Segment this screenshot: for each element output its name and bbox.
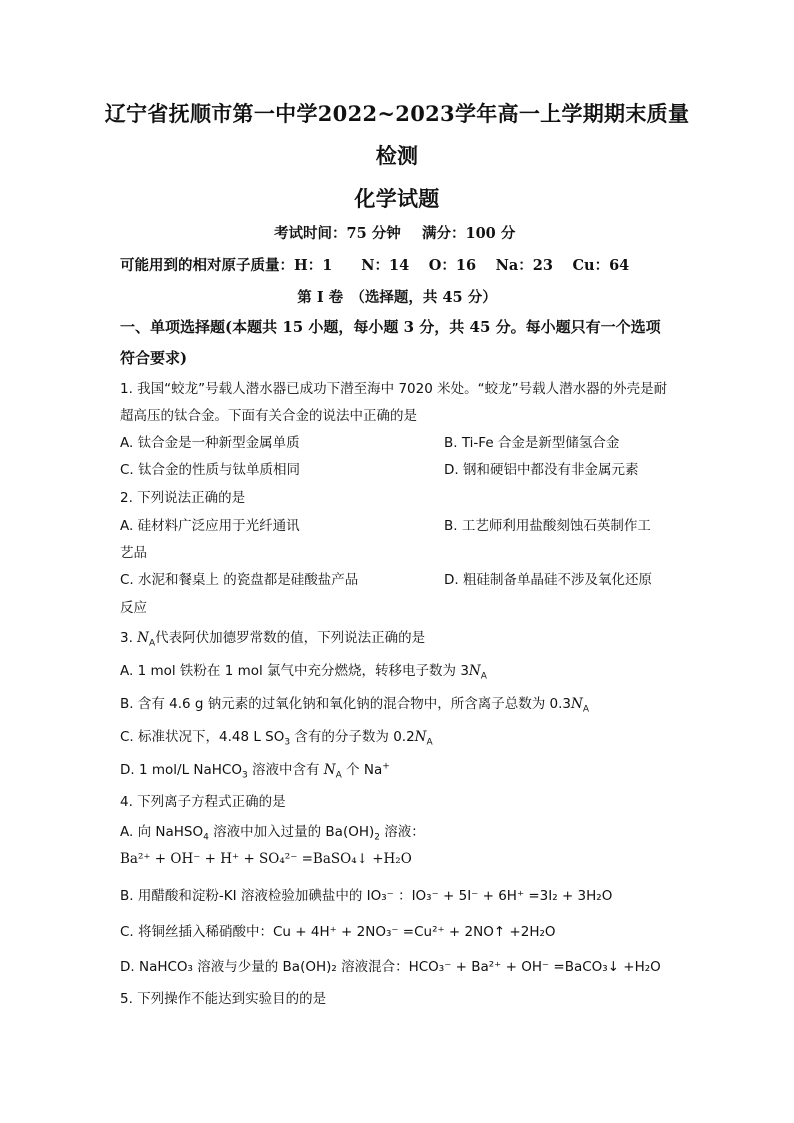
q1-option-c: C. 钛合金的性质与钛单质相同 xyxy=(120,462,301,478)
q2-option-b: B. 工艺师利用盐酸刻蚀石英制作工 xyxy=(444,518,651,534)
volume-heading: 第 I 卷 （选择题，共 45 分） xyxy=(297,289,497,306)
q1-option-d: D. 钢和硬铝中都没有非金属元素 xyxy=(444,462,639,478)
q2-option-a: A. 硅材料广泛应用于光纤通讯 xyxy=(120,518,300,534)
q2-option-d: D. 粗硅制备单晶硅不涉及氧化还原 xyxy=(444,572,652,588)
q1-option-a: A. 钛合金是一种新型金属单质 xyxy=(120,435,300,451)
exam-title-line1: 辽宁省抚顺市第一中学2022~2023学年高一上学期期末质量 xyxy=(104,101,690,126)
q1-stem-line2: 超高压的钛合金。下面有关合金的说法中正确的是 xyxy=(120,408,417,424)
q2-stem: 2. 下列说法正确的是 xyxy=(120,490,246,506)
q2-option-b-cont: 艺品 xyxy=(120,545,147,561)
q4-option-c: C. 将铜丝插入稀硝酸中：Cu + 4H⁺ + 2NO₃⁻ =Cu²⁺ + 2NO↑ +2H₂O xyxy=(120,924,556,940)
q5-stem: 5. 下列操作不能达到实验目的的是 xyxy=(120,991,327,1007)
full-score: 满分：100 分 xyxy=(422,225,516,242)
q3-option-b: B. 含有 4.6 g 钠元素的过氧化钠和氧化钠的混合物中，所含离子总数为 $0.3N_A$ xyxy=(120,696,590,715)
atomic-mass-info: 可能用到的相对原子质量：H：1 N：14 O：16 Na：23 Cu：64 xyxy=(120,257,630,274)
q2-option-d-cont: 反应 xyxy=(120,600,147,616)
section1-heading-line2: 符合要求) xyxy=(120,349,188,367)
q3-option-d: D. 1 mol/L NaHCO$_3$ 溶液中含有 $N_A$ 个 Na+ xyxy=(120,761,390,781)
exam-time: 考试时间：75 分钟 xyxy=(274,225,401,242)
q1-stem-line1: 1. 我国“蛟龙”号载人潜水器已成功下潜至海中 7020 米处。“蛟龙”号载人潜水器的外壳是耐 xyxy=(120,381,668,397)
q3-option-a: A. 1 mol 铁粉在 1 mol 氯气中充分燃烧，转移电子数为 $3N_A$ xyxy=(120,663,487,682)
q4-option-d: D. NaHCO₃ 溶液与少量的 Ba(OH)₂ 溶液混合：HCO₃⁻ + Ba²⁺ + OH⁻ =BaCO₃↓ +H₂O xyxy=(120,959,661,975)
q3-option-c: C. 标准状况下，4.48 L $SO_3$ 含有的分子数为 $0.2N_A$ xyxy=(120,729,433,748)
q4-option-a-text: A. 向 NaHSO$_4$ 溶液中加入过量的 $Ba(OH)_2$ 溶液： xyxy=(120,824,425,843)
q4-option-b: B. 用醋酸和淀粉-KI 溶液检验加碘盐中的 IO₃⁻ ：IO₃⁻ + 5I⁻ + 6H⁺ =3I₂ + 3H₂O xyxy=(120,888,613,904)
q3-stem: 3. $N_A$代表阿伏加德罗常数的值，下列说法正确的是 xyxy=(120,630,426,649)
q4-stem: 4. 下列离子方程式正确的是 xyxy=(120,794,286,810)
q2-option-c: C. 水泥和餐桌上 的瓷盘都是硅酸盐产品 xyxy=(120,572,359,588)
exam-subtitle: 化学试题 xyxy=(354,186,440,211)
q4-option-a-equation: Ba²⁺ + OH⁻ + H⁺ + SO₄²⁻ =BaSO₄↓ +H₂O xyxy=(120,851,412,867)
q1-option-b: B. Ti-Fe 合金是新型储氢合金 xyxy=(444,435,620,451)
exam-title-line2: 检测 xyxy=(375,143,419,168)
section1-heading-line1: 一、单项选择题(本题共 15 小题，每小题 3 分，共 45 分。每小题只有一个选项 xyxy=(120,318,661,336)
